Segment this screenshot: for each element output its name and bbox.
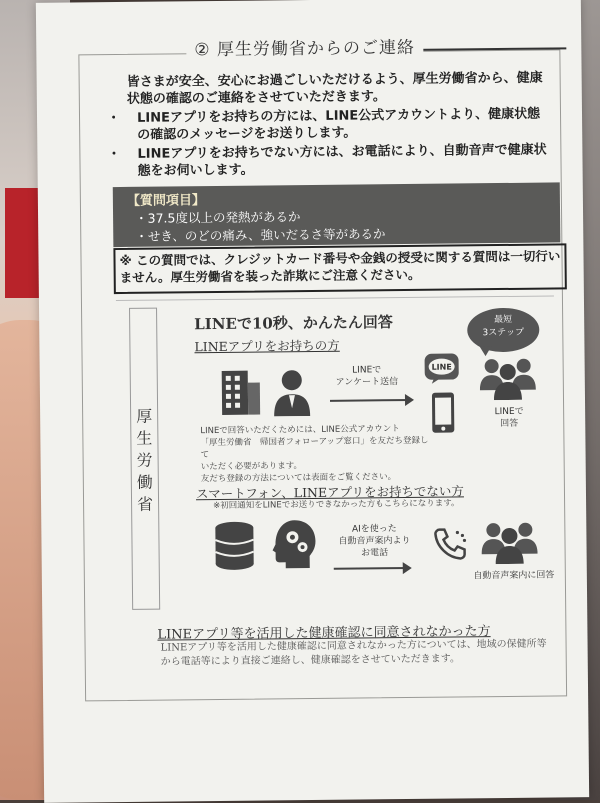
phone-answer-label: 自動音声案内に回答	[473, 570, 555, 582]
database-icon	[213, 521, 256, 571]
phone-call-icon	[433, 526, 467, 560]
bullet-line	[107, 105, 552, 144]
question-item: ・せき、のどの痛み、強いだるさ等があるか	[135, 226, 386, 244]
bullet-text: LINEアプリをお持ちの方には、LINE公式アカウントより、健康状態の確認のメッセージをお送りします。	[136, 106, 541, 143]
phone-section-heading: スマートフォン、LINEアプリをお持ちでない方	[195, 483, 464, 502]
document-page	[36, 0, 589, 803]
line-badge-text: LINE	[431, 362, 452, 372]
smartphone-icon	[431, 392, 455, 434]
side-char: 省	[136, 494, 154, 514]
ai-head-icon	[271, 518, 318, 570]
label-line: AIを使った	[351, 524, 397, 535]
label-line: 自動音声案内より	[338, 535, 411, 547]
bullet-marker: ・	[106, 111, 121, 127]
bottom-text: LINEアプリ等を活用した健康確認に同意されなかった方については、地域の保健所等から電話等により直接ご連絡し、健康確認をさせていただきます。	[160, 638, 547, 668]
line-notes	[200, 423, 431, 485]
bubble-line: 最短	[494, 314, 513, 326]
building-icon	[220, 369, 263, 417]
official-person-icon	[272, 368, 313, 416]
note-line: 友だち登録の方法については表面をご覧ください。	[200, 472, 397, 485]
people-group-icon	[480, 356, 536, 401]
people-group-icon	[481, 520, 537, 565]
fraud-warning: ※ この質問では、クレジットカード番号や金銭の授受に関する質問は一切行いません。厚生労働省を装った詐欺にご注意ください。	[113, 243, 566, 294]
side-label	[129, 308, 160, 610]
question-box	[113, 182, 561, 247]
bullet-phone	[107, 141, 552, 180]
side-char: 働	[136, 472, 153, 492]
question-item: ・37.5度以上の発熱があるか	[135, 209, 301, 226]
side-char: 生	[136, 428, 153, 448]
diagram-title: LINEで10秒、かんたん回答	[194, 313, 393, 334]
bubble-line: 3ステップ	[482, 327, 525, 339]
question-heading: 【質問項目】	[126, 193, 206, 209]
side-char: 労	[136, 450, 153, 470]
label-line: アンケート送信	[335, 377, 399, 388]
label-line: LINEで	[352, 365, 382, 376]
line-section-heading: LINEアプリをお持ちの方	[194, 337, 340, 355]
label-line: 回答	[500, 418, 519, 430]
bullet-marker: ・	[107, 146, 121, 163]
line-answer-label	[486, 406, 532, 430]
side-char: 厚	[136, 406, 153, 426]
label-line: LINEで	[494, 406, 524, 418]
bullet-text: LINEアプリをお持ちでない方には、お電話により、自動音声で健康状態をお伺いします。	[137, 142, 547, 179]
note-line: いただく必要があります。	[200, 461, 303, 473]
phone-arrow-label	[333, 523, 415, 560]
intro-text: 皆さまが安全、安心にお過ごしいただけるよう、厚生労働省から、健康状態の確認のご連絡をさせていただきます。	[126, 70, 543, 107]
line-arrow-label	[332, 364, 402, 389]
phone-section-note: ※初回通知をLINEでお送りできなかった方もこちらになります。	[213, 498, 460, 512]
note-line: 「厚生労働省 帰国者フォローアップ窓口」を友だち登録して	[200, 435, 429, 461]
bottom-heading: LINEアプリ等を活用した健康確認に同意されなかった方	[157, 624, 491, 643]
note-line: LINEで回答いただくためには、LINE公式アカウント	[200, 424, 400, 437]
bubble-tail	[479, 346, 491, 356]
page-title: ② 厚生労働省からのご連絡	[186, 33, 423, 60]
label-line: お電話	[361, 548, 389, 559]
